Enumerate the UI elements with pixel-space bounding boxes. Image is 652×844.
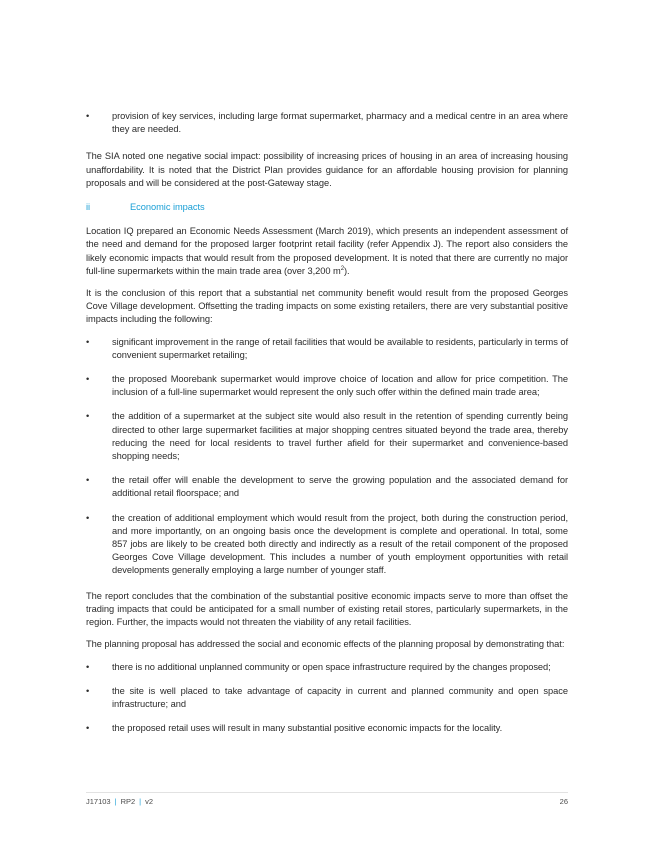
- demonstrating-point-item: [86, 661, 568, 674]
- bullet-marker: •: [86, 661, 90, 672]
- page-footer: [86, 792, 568, 811]
- demonstrating-point-text: there is no additional unplanned community or open space infrastructure required by the changes proposed;: [112, 661, 551, 672]
- bullet-marker: •: [86, 685, 90, 696]
- demonstrating-point-item: [86, 722, 568, 735]
- positive-impact-text: the retail offer will enable the development to serve the growing population and the associated demand for additional retail floorspace; and: [112, 475, 568, 499]
- positive-impact-item: [86, 512, 568, 578]
- section-heading: [86, 201, 568, 214]
- positive-impact-item: [86, 373, 568, 399]
- positive-impact-item: [86, 410, 568, 463]
- report-concludes-paragraph: The report concludes that the combination of the substantial positive economic impacts serve to more than offset the trading impacts that could be anticipated for a small number of existing retail stores, particularly supermarkets, in the region. Further, the impacts would not threaten the viability of any retail facilities.: [86, 590, 568, 628]
- positive-impact-text: the proposed Moorebank supermarket would improve choice of location and allow for price competition. The inclusion of a full-line supermarket would represent the only such offer within the defined main trade area;: [112, 374, 568, 398]
- demonstrating-point-text: the proposed retail uses will result in many substantial positive economic impacts for the locality.: [112, 723, 503, 734]
- section-title: Economic impacts: [130, 202, 205, 213]
- footer-job-number: J17103: [86, 797, 111, 806]
- bullet-marker: •: [86, 111, 90, 121]
- footer-separator: |: [114, 797, 117, 806]
- bullet-marker: •: [86, 374, 90, 385]
- positive-impact-text: the creation of additional employment which would result from the project, both during the construction period, and more importantly, on an ongoing basis once the development is complete and operational. In total, some 857 jobs are likely to be created both directly and indirectly as a result of the retail component of the proposed Georges Cove Village development. This includes a number of youth employment opportunities with retail developments generally employing a large number of younger staff.: [112, 512, 568, 576]
- bullet-marker: •: [86, 336, 90, 347]
- positive-impact-text: significant improvement in the range of retail facilities that would be available to residents, particularly in terms of convenient supermarket retailing;: [112, 336, 568, 360]
- location-iq-text: Location IQ prepared an Economic Needs Assessment (March 2019), which presents an independent assessment of the need and demand for the proposed larger footprint retail facility (refer Appendix J). The report also considers the likely economic impacts that would result from the proposed development. It is noted that there are currently no major full-line supermarkets within the main trade area (over 3,200 m: [86, 226, 568, 276]
- demonstrating-point-item: [86, 685, 568, 711]
- bullet-marker: •: [86, 475, 90, 486]
- positive-impact-item: [86, 336, 568, 362]
- bullet-marker: •: [86, 723, 90, 734]
- planning-proposal-paragraph: The planning proposal has addressed the social and economic effects of the planning proposal by demonstrating that:: [86, 639, 565, 650]
- conclusion-paragraph: It is the conclusion of this report that a substantial net community benefit would result from the proposed Georges Cove Village development. Offsetting the trading impacts on some existing retailers, there are very substantial positive impacts including the following:: [86, 288, 568, 325]
- section-number: ii: [86, 202, 91, 213]
- positive-impact-text: the addition of a supermarket at the subject site would also result in the retention of spending currently being directed to other large supermarket facilities at major shopping centres situated beyond the trade area, thereby reducing the need for local residents to travel further afield for their supermarket and convenience-based shopping needs;: [112, 411, 568, 462]
- demonstrating-point-text: the site is well placed to take advantage of capacity in current and planned community and open space infrastructure; and: [112, 685, 568, 709]
- intro-bullet-item: [86, 110, 568, 136]
- footer-reference: [86, 797, 153, 811]
- bullet-marker: •: [86, 512, 90, 523]
- superscript-two: 2: [340, 265, 344, 272]
- footer-report: RP2: [120, 797, 136, 806]
- bullet-marker: •: [86, 411, 90, 422]
- intro-bullet-text: provision of key services, including large format supermarket, pharmacy and a medical centre in an area where they are needed.: [112, 111, 568, 135]
- footer-separator: |: [139, 797, 142, 806]
- page-number: 26: [559, 797, 568, 806]
- location-iq-suffix: ).: [344, 265, 350, 276]
- location-iq-paragraph: [86, 225, 568, 278]
- positive-impact-item: [86, 474, 568, 500]
- page-content: [86, 110, 568, 735]
- sia-paragraph: The SIA noted one negative social impact: possibility of increasing prices of housing in an area of increasing housing unaffordability. It is noted that the District Plan provides guidance for an affordable housing provision for planning proposals and will be considered at the post-Gateway stage.: [86, 151, 568, 188]
- footer-version: v2: [145, 797, 154, 806]
